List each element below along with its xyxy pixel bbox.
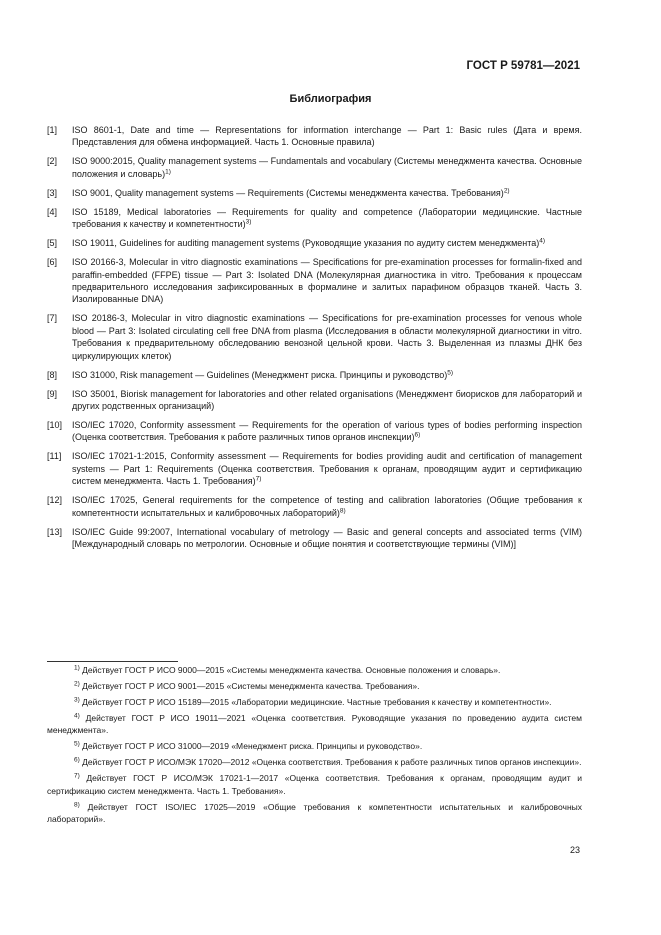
reference-text: ISO 19011, Guidelines for auditing management systems (Руководящие указания по аудиту систем менеджмента) [72,238,540,249]
reference-item [47,237,582,249]
footnote-text: Действует ГОСТ Р ИСО 19011—2021 «Оценка соответствия. Руководящие указания по проведению аудита систем менеджмента». [47,713,582,736]
reference-text: ISO 8601-1, Date and time — Representations for information interchange — Part 1: Basic rules (Дата и время. Представления для обмена информацией. Часть 1. Основные правила) [72,125,582,148]
reference-text: ISO 35001, Biorisk management for laboratories and other related organisations (Менеджмент биорисков для лабораторий и других родственных организаций) [72,388,582,412]
footnote-mark: 7) [255,475,262,483]
footnote-text: Действует ГОСТ Р ИСО 31000—2019 «Менеджмент риска. Принципы и руководство». [79,741,423,752]
reference-text: ISO/IEC Guide 99:2007, International vocabulary of metrology — Basic and general concepts and associated terms (VIM) [Международный словарь по метрологии. Основные и общие понятия и соответствующие термины (VIM)] [72,526,582,550]
reference-number: [1] [47,125,58,135]
footnote-text: Действует ГОСТ Р ИСО 9001—2015 «Системы менеджмента качества. Требования». [79,681,420,691]
reference-number: [13] [47,526,63,537]
reference-text: ISO/IEC 17021-1:2015, Conformity assessment — Requirements for bodies providing audit and certification of management systems — Part 1: Requirements (Оценка соответствия. Требования к органам, проводящим аудит и сертификацию систем менеджмента. Часть 1. Требования) [72,451,582,487]
reference-text: ISO 15189, Medical laboratories — Requirements for quality and competence (Лаборатории медицинские. Частные требования к качеству и компетентности) [72,206,582,230]
footnote-mark: 3) [74,696,80,704]
reference-text: ISO 31000, Risk management — Guidelines (Менеджмент риска. Принципы и руководство) [72,369,448,380]
page-title: Библиография [289,93,372,105]
footnote-mark: 1) [74,664,80,672]
footnote-mark: 5) [74,740,80,748]
footnote-mark: 8) [74,801,80,809]
reference-text: ISO 9001, Quality management systems — Requirements (Системы менеджмента качества. Требования) [72,187,504,198]
footnote-mark: 3) [245,218,252,226]
reference-item [47,526,582,551]
reference-item [47,388,582,413]
footnote-text: Действует ГОСТ Р ИСО 9000—2015 «Системы менеджмента качества. Основные положения и словарь». [79,665,501,675]
footnote-mark: 4) [74,712,80,720]
reference-number: [6] [47,257,58,268]
reference-item [47,187,582,199]
footnote [47,664,582,676]
reference-number: [5] [47,238,58,249]
footnote-mark: 7) [74,772,80,780]
footnote-text: Действует ГОСТ Р ИСО 15189—2015 «Лаборатории медицинские. Частные требования к качеству и компетентности». [79,697,552,707]
reference-item [47,419,582,444]
footnote [47,680,582,692]
footnote-mark: 6) [414,431,421,439]
reference-text: ISO 9000:2015, Quality management systems — Fundamentals and vocabulary (Системы менеджмента качества. Основные положения и словарь) [72,156,582,179]
footnote [47,740,582,752]
reference-item [47,450,582,487]
reference-number: [2] [47,156,58,167]
footnote [47,696,582,708]
reference-number: [9] [47,388,58,399]
reference-item [47,369,582,381]
page-number: 23 [569,845,580,855]
footnote [47,756,582,768]
footnote-mark: 5) [447,369,453,377]
footnote-mark: 4) [539,237,546,245]
reference-text: ISO 20186-3, Molecular in vitro diagnostic examinations — Specifications for pre-examination processes for venous whole blood — Part 3: Isolated circulating cell free DNA from plasma (Исследования в области молекулярной диагностики in vitro. Требования к предварительному обследованию венозной цельной крови. Часть 3. Выделенная из плазмы ДНК без циркулирующих клеток) [72,313,582,361]
footnote-mark: 1) [165,168,171,176]
reference-text: ISO 20166-3, Molecular in vitro diagnostic examinations — Specifications for pre-examination processes for formalin-fixed and paraffin-embedded (FFPE) tissue — Part 3: Isolated DNA (Молекулярная диагностика in vitro. Требования к процессам предварительного исследования зафиксированных в формалине и залитых парафином образцов тканей. Часть 3. Изолированные DNA) [72,257,582,305]
reference-item [47,155,582,180]
footnote-divider [47,661,178,662]
footnotes [47,664,582,829]
reference-text: ISO/IEC 17025, General requirements for the competence of testing and calibration laboratories (Общие требования к компетентности испытательных и калибровочных лабораторий) [72,495,582,518]
footnote-text: Действует ГОСТ Р ИСО/МЭК 17020—2012 «Оценка соответствия. Требования к работе различных типов органов инспекции». [79,757,582,768]
reference-number: [7] [47,313,58,324]
bibliography-list [47,124,582,557]
footnote [47,772,582,797]
footnote-text: Действует ГОСТ Р ИСО/МЭК 17021-1—2017 «Оценка соответствия. Требования к органам, проводящим аудит и сертификацию систем менеджмента. Часть 1. Требования». [47,773,582,796]
reference-item [47,206,582,231]
reference-text: ISO/IEC 17020, Conformity assessment — Requirements for the operation of various types of bodies performing inspection (Оценка соответствия. Требования к работе различных типов органов инспекции) [72,420,582,443]
reference-item [47,256,582,306]
reference-item [47,312,582,362]
footnote-text: Действует ГОСТ ISO/IEC 17025—2019 «Общие требования к компетентности испытательных и калибровочных лабораторий». [47,801,582,825]
document-code: ГОСТ Р 59781—2021 [466,60,580,72]
footnote-mark: 6) [74,756,80,764]
reference-item [47,494,582,519]
footnote-mark: 2) [74,680,80,688]
reference-number: [12] [47,495,63,506]
reference-number: [11] [47,451,62,462]
reference-number: [3] [47,187,58,198]
footnote [47,801,582,826]
reference-number: [10] [47,420,63,431]
reference-item [47,124,582,149]
reference-number: [8] [47,369,58,380]
reference-number: [4] [47,206,58,217]
footnote-mark: 8) [339,507,346,515]
footnote [47,712,582,737]
footnote-mark: 2) [503,187,510,195]
